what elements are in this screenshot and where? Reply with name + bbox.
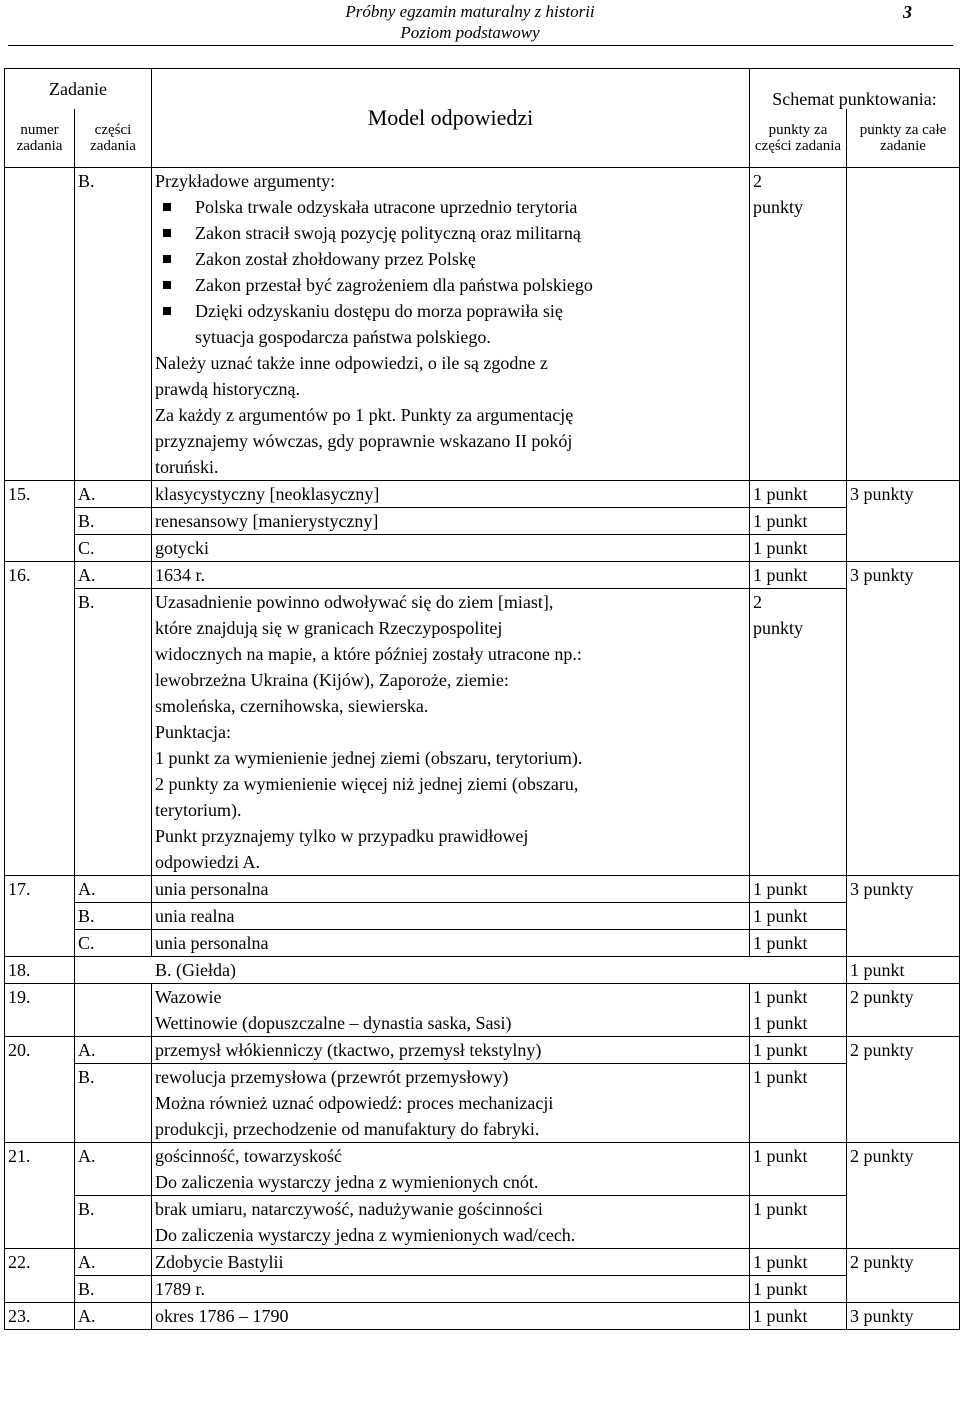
answer-line: widocznych na mapie, a które później zostały utracone np.: [155, 644, 582, 664]
total-points: 3 punkty [847, 562, 960, 876]
task-number: 21. [5, 1143, 75, 1196]
col-header-zadanie: Zadanie [5, 69, 152, 110]
task-part: B. [75, 589, 152, 876]
total-points [847, 168, 960, 481]
points-value: 1 punkt [753, 987, 808, 1007]
page-number: 3 [903, 2, 912, 22]
model-answer: przemysł włókienniczy (tkactwo, przemysł tekstylny) [152, 1037, 750, 1064]
model-answer: 1789 r. [152, 1276, 750, 1303]
table-row [5, 1196, 960, 1249]
part-points: 1 punkt [750, 1249, 847, 1276]
answer-intro: Przykładowe argumenty: [155, 171, 336, 191]
model-answer [152, 1196, 750, 1249]
model-answer: unia personalna [152, 876, 750, 903]
task-number: 17. [5, 876, 75, 903]
part-points: 1 punkt [750, 535, 847, 562]
table-row [5, 589, 960, 876]
part-points: 1 punkt [750, 481, 847, 508]
answer-line: które znajdują się w granicach Rzeczypospolitej [155, 618, 503, 638]
model-answer: 1634 r. [152, 562, 750, 589]
answer-line: Do zaliczenia wystarczy jedna z wymienionych cnót. [155, 1172, 539, 1192]
part-points: 1 punkt [750, 508, 847, 535]
task-part: C. [75, 535, 152, 562]
task-number [5, 1276, 75, 1303]
answer-line: terytorium). [155, 800, 242, 820]
part-points: 1 punkt [750, 1303, 847, 1330]
part-points: 1 punkt [750, 1064, 847, 1143]
points-value: 2 [753, 171, 762, 191]
col-header-numer: numer zadania [5, 109, 75, 168]
col-header-model: Model odpowiedzi [152, 69, 750, 168]
note-line: Należy uznać także inne odpowiedzi, o ile są zgodne z [155, 353, 548, 373]
list-item: Dzięki odzyskaniu dostępu do morza poprawiła się [195, 298, 746, 324]
task-part: A. [75, 1303, 152, 1330]
table-row [5, 1037, 960, 1064]
table-row [5, 1249, 960, 1276]
task-part: A. [75, 876, 152, 903]
total-points: 2 punkty [847, 1037, 960, 1143]
task-number: 23. [5, 1303, 75, 1330]
task-number [5, 508, 75, 562]
task-part: A. [75, 1037, 152, 1064]
total-points: 2 punkty [847, 1143, 960, 1249]
model-answer [152, 1143, 750, 1196]
answer-line: 1 punkt za wymienienie jednej ziemi (obszaru, terytorium). [155, 748, 583, 768]
answer-line: 2 punkty za wymienienie więcej niż jednej ziemi (obszaru, [155, 774, 579, 794]
answer-line: rewolucja przemysłowa (przewrót przemysłowy) [155, 1067, 509, 1087]
answer-key-table [4, 68, 960, 1330]
header-rule [8, 45, 953, 46]
table-header-row [5, 69, 960, 110]
col-header-pkt-cale: punkty za całe zadanie [847, 109, 960, 168]
part-points: 1 punkt [750, 562, 847, 589]
answer-line: Do zaliczenia wystarczy jedna z wymienionych wad/cech. [155, 1225, 576, 1245]
model-answer: klasycystyczny [neoklasyczny] [152, 481, 750, 508]
model-answer: okres 1786 – 1790 [152, 1303, 750, 1330]
task-number: 22. [5, 1249, 75, 1276]
task-number [5, 1196, 75, 1249]
answer-line: gościnność, towarzyskość [155, 1146, 342, 1166]
answer-line: Można również uznać odpowiedź: proces mechanizacji [155, 1093, 554, 1113]
table-row [5, 1303, 960, 1330]
col-header-schemat: Schemat punktowania: [750, 69, 960, 110]
part-points [750, 168, 847, 481]
model-answer: Zdobycie Bastylii [152, 1249, 750, 1276]
answer-line: Punktacja: [155, 722, 231, 742]
note-line: przyznajemy wówczas, gdy poprawnie wskazano II pokój [155, 431, 573, 451]
table-row [5, 903, 960, 930]
part-points: 1 punkt [750, 1037, 847, 1064]
list-item-continued: sytuacja gospodarcza państwa polskiego. [195, 327, 491, 347]
total-points: 1 punkt [847, 957, 960, 984]
task-part: C. [75, 930, 152, 957]
task-number: 20. [5, 1037, 75, 1064]
part-points [750, 984, 847, 1037]
answer-line: Punkt przyznajemy tylko w przypadku prawidłowej [155, 826, 529, 846]
answer-line: Uzasadnienie powinno odwoływać się do ziem [miast], [155, 592, 554, 612]
part-points: 1 punkt [750, 1143, 847, 1196]
task-part: B. [75, 903, 152, 930]
table-row [5, 984, 960, 1037]
list-item: Zakon został zhołdowany przez Polskę [195, 246, 746, 272]
header-title: Próbny egzamin maturalny z historii [345, 2, 595, 21]
model-answer: renesansowy [manierystyczny] [152, 508, 750, 535]
task-part: B. [75, 1276, 152, 1303]
table-row [5, 481, 960, 508]
model-answer: B. (Giełda) [75, 957, 847, 984]
table-row [5, 957, 960, 984]
task-part: A. [75, 1249, 152, 1276]
note-line: Za każdy z argumentów po 1 pkt. Punkty za argumentację [155, 405, 574, 425]
list-item: Polska trwale odzyskała utracone uprzednio terytoria [195, 194, 746, 220]
header-subtitle: Poziom podstawowy [400, 23, 540, 42]
total-points: 3 punkty [847, 876, 960, 957]
model-answer [152, 589, 750, 876]
points-unit: punkty [753, 197, 804, 217]
table-row [5, 930, 960, 957]
part-points: 1 punkt [750, 1196, 847, 1249]
argument-list [155, 194, 746, 324]
table-row [5, 1064, 960, 1143]
task-part: B. [75, 1196, 152, 1249]
table-row [5, 1276, 960, 1303]
answer-line: smoleńska, czernihowska, siewierska. [155, 696, 429, 716]
part-points: 1 punkt [750, 1276, 847, 1303]
answer-line: Wazowie [155, 987, 222, 1007]
task-part: A. [75, 562, 152, 589]
task-number: 16. [5, 562, 75, 589]
table-row [5, 562, 960, 589]
col-header-pkt-czesci: punkty za części zadania [750, 109, 847, 168]
task-number: 18. [5, 957, 75, 984]
model-answer [152, 984, 750, 1037]
answer-line: lewobrzeżna Ukraina (Kijów), Zaporoże, ziemie: [155, 670, 509, 690]
list-item: Zakon stracił swoją pozycję polityczną oraz militarną [195, 220, 746, 246]
part-points [750, 589, 847, 876]
points-value: 2 [753, 592, 762, 612]
model-answer [152, 168, 750, 481]
answer-line: odpowiedzi A. [155, 852, 260, 872]
task-number: 15. [5, 481, 75, 508]
table-row [5, 876, 960, 903]
part-points: 1 punkt [750, 876, 847, 903]
answer-line: brak umiaru, natarczywość, nadużywanie gościnności [155, 1199, 543, 1219]
task-part: B. [75, 508, 152, 535]
total-points: 2 punkty [847, 1249, 960, 1303]
task-part: A. [75, 1143, 152, 1196]
model-answer: unia realna [152, 903, 750, 930]
total-points: 2 punkty [847, 984, 960, 1037]
answer-line: Wettinowie (dopuszczalne – dynastia saska, Sasi) [155, 1013, 512, 1033]
task-part: B. [75, 1064, 152, 1143]
task-number [5, 168, 75, 481]
col-header-czesci: części zadania [75, 109, 152, 168]
model-answer [152, 1064, 750, 1143]
model-answer: gotycki [152, 535, 750, 562]
task-number [5, 589, 75, 876]
task-number [5, 903, 75, 957]
part-points: 1 punkt [750, 903, 847, 930]
total-points: 3 punkty [847, 481, 960, 562]
list-item: Zakon przestał być zagrożeniem dla państwa polskiego [195, 272, 746, 298]
answer-line: produkcji, przechodzenie od manufaktury do fabryki. [155, 1119, 540, 1139]
note-line: prawdą historyczną. [155, 379, 300, 399]
task-number: 19. [5, 984, 75, 1037]
table-row [5, 535, 960, 562]
model-answer: unia personalna [152, 930, 750, 957]
task-part [75, 984, 152, 1037]
total-points: 3 punkty [847, 1303, 960, 1330]
page-header [0, 0, 960, 46]
note-line: toruński. [155, 457, 219, 477]
part-points: 1 punkt [750, 930, 847, 957]
task-part: B. [75, 168, 152, 481]
points-unit: punkty [753, 618, 804, 638]
table-row [5, 1143, 960, 1196]
table-row [5, 168, 960, 481]
task-number [5, 1064, 75, 1143]
table-row [5, 508, 960, 535]
points-value: 1 punkt [753, 1013, 808, 1033]
task-part: A. [75, 481, 152, 508]
